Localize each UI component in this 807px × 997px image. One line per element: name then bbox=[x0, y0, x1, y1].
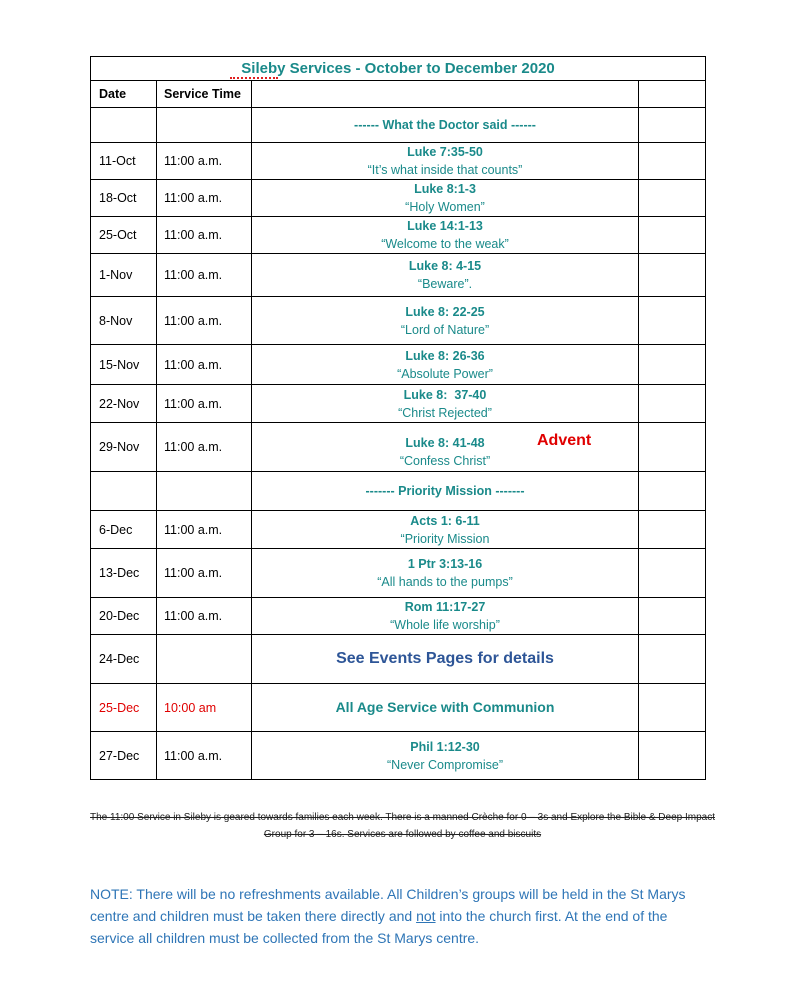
sermon-theme: “It’s what inside that counts” bbox=[367, 163, 523, 177]
sermon-theme: “Lord of Nature” bbox=[400, 322, 490, 337]
services-table bbox=[90, 56, 706, 780]
scripture-ref: Luke 8: 41-48 bbox=[405, 436, 485, 450]
row-date: 13-Dec bbox=[91, 549, 157, 598]
row-date: 11-Oct bbox=[91, 143, 157, 180]
events-notice: See Events Pages for details bbox=[336, 650, 554, 667]
row-date: 20-Dec bbox=[91, 598, 157, 635]
row-date: 27-Dec bbox=[91, 732, 157, 780]
scripture-ref: Luke 8: 26-36 bbox=[405, 348, 485, 363]
sermon-theme: “Welcome to the weak” bbox=[381, 237, 509, 251]
note-emphasis: not bbox=[416, 908, 436, 924]
row-date: 25-Oct bbox=[91, 217, 157, 254]
row-time: 11:00 a.m. bbox=[157, 549, 252, 598]
scripture-ref: Luke 8: 4-15 bbox=[408, 259, 482, 273]
row-time: 11:00 a.m. bbox=[157, 143, 252, 180]
row-date: 25-Dec bbox=[91, 684, 157, 732]
sermon-theme: “Confess Christ” bbox=[399, 454, 491, 468]
banner-time bbox=[157, 108, 252, 143]
scripture-ref: Acts 1: 6-11 bbox=[410, 513, 480, 528]
row-sermon bbox=[252, 732, 639, 780]
scripture-ref: Luke 8:1-3 bbox=[414, 182, 476, 196]
row-time bbox=[157, 635, 252, 684]
sermon-theme: “Whole life worship” bbox=[390, 618, 500, 632]
row-date: 29-Nov bbox=[91, 423, 157, 472]
row-time: 11:00 a.m. bbox=[157, 598, 252, 635]
note-paragraph: NOTE: There will be no refreshments available. All Children’s groups will be held in the St Marys centre and children must be taken there directly and not into the church first. At the end of the service all children must be collected from the St Marys centre. bbox=[90, 886, 686, 946]
banner-date bbox=[91, 108, 157, 143]
banner-priority: ------- Priority Mission ------- bbox=[365, 484, 525, 498]
sermon-theme: “Absolute Power” bbox=[397, 366, 493, 381]
row-date: 8-Nov bbox=[91, 297, 157, 345]
row-date: 18-Oct bbox=[91, 180, 157, 217]
scripture-ref: Luke 7:35-50 bbox=[407, 145, 483, 159]
header-date: Date bbox=[91, 81, 157, 108]
spellcheck-underline bbox=[230, 75, 278, 79]
header-service-time: Service Time bbox=[157, 81, 252, 108]
sermon-theme: “Priority Mission bbox=[400, 531, 490, 546]
scripture-ref: Luke 14:1-13 bbox=[407, 219, 483, 233]
row-sermon bbox=[252, 598, 639, 635]
row-date: 1-Nov bbox=[91, 254, 157, 297]
row-sermon bbox=[252, 385, 639, 423]
sermon-theme: “Christ Rejected” bbox=[398, 405, 492, 420]
table-title bbox=[91, 57, 706, 81]
sermon-theme: “Never Compromise” bbox=[387, 757, 503, 772]
scripture-ref: Phil 1:12-30 bbox=[410, 739, 480, 754]
row-sermon bbox=[252, 297, 639, 345]
struck-service-note: The 11:00 Service in Sileby is geared towards families each week. There is a manned Crèche for 0 – 3s and Explore the Bible & Deep Impact Group for 3 – 16s. Services are followed by coffee and biscuits bbox=[90, 812, 715, 840]
title-text: Sileby Services - October to December 2020 bbox=[241, 60, 555, 77]
scripture-ref: Luke 8: 22-25 bbox=[405, 304, 485, 319]
row-date: 22-Nov bbox=[91, 385, 157, 423]
banner-doctor: ------ What the Doctor said ------ bbox=[354, 118, 536, 132]
row-time: 11:00 a.m. bbox=[157, 423, 252, 472]
row-time: 11:00 a.m. bbox=[157, 511, 252, 549]
header-blank bbox=[252, 81, 639, 108]
scripture-ref: 1 Ptr 3:13-16 bbox=[407, 557, 483, 571]
sermon-theme: “All hands to the pumps” bbox=[377, 575, 513, 589]
row-sermon bbox=[252, 180, 639, 217]
sermon-theme: “Holy Women” bbox=[405, 200, 485, 214]
row-time: 11:00 a.m. bbox=[157, 254, 252, 297]
scripture-ref: Rom 11:17-27 bbox=[404, 600, 486, 614]
row-time: 11:00 a.m. bbox=[157, 297, 252, 345]
advent-label: Advent bbox=[537, 432, 592, 449]
row-time: 11:00 a.m. bbox=[157, 180, 252, 217]
row-date: 15-Nov bbox=[91, 345, 157, 385]
row-time: 11:00 a.m. bbox=[157, 732, 252, 780]
row-sermon bbox=[252, 143, 639, 180]
header-extra bbox=[639, 81, 706, 108]
sermon-theme: “Beware”. bbox=[417, 277, 473, 291]
row-sermon bbox=[252, 217, 639, 254]
row-date: 6-Dec bbox=[91, 511, 157, 549]
all-age-service: All Age Service with Communion bbox=[335, 699, 555, 715]
row-time: 11:00 a.m. bbox=[157, 345, 252, 385]
scripture-ref: Luke 8: 37-40 bbox=[403, 387, 487, 402]
row-sermon bbox=[252, 549, 639, 598]
row-sermon bbox=[252, 345, 639, 385]
row-sermon bbox=[252, 254, 639, 297]
row-sermon bbox=[252, 423, 639, 472]
row-sermon bbox=[252, 511, 639, 549]
row-date: 24-Dec bbox=[91, 635, 157, 684]
row-time: 11:00 a.m. bbox=[157, 217, 252, 254]
row-time: 10:00 am bbox=[157, 684, 252, 732]
row-time: 11:00 a.m. bbox=[157, 385, 252, 423]
